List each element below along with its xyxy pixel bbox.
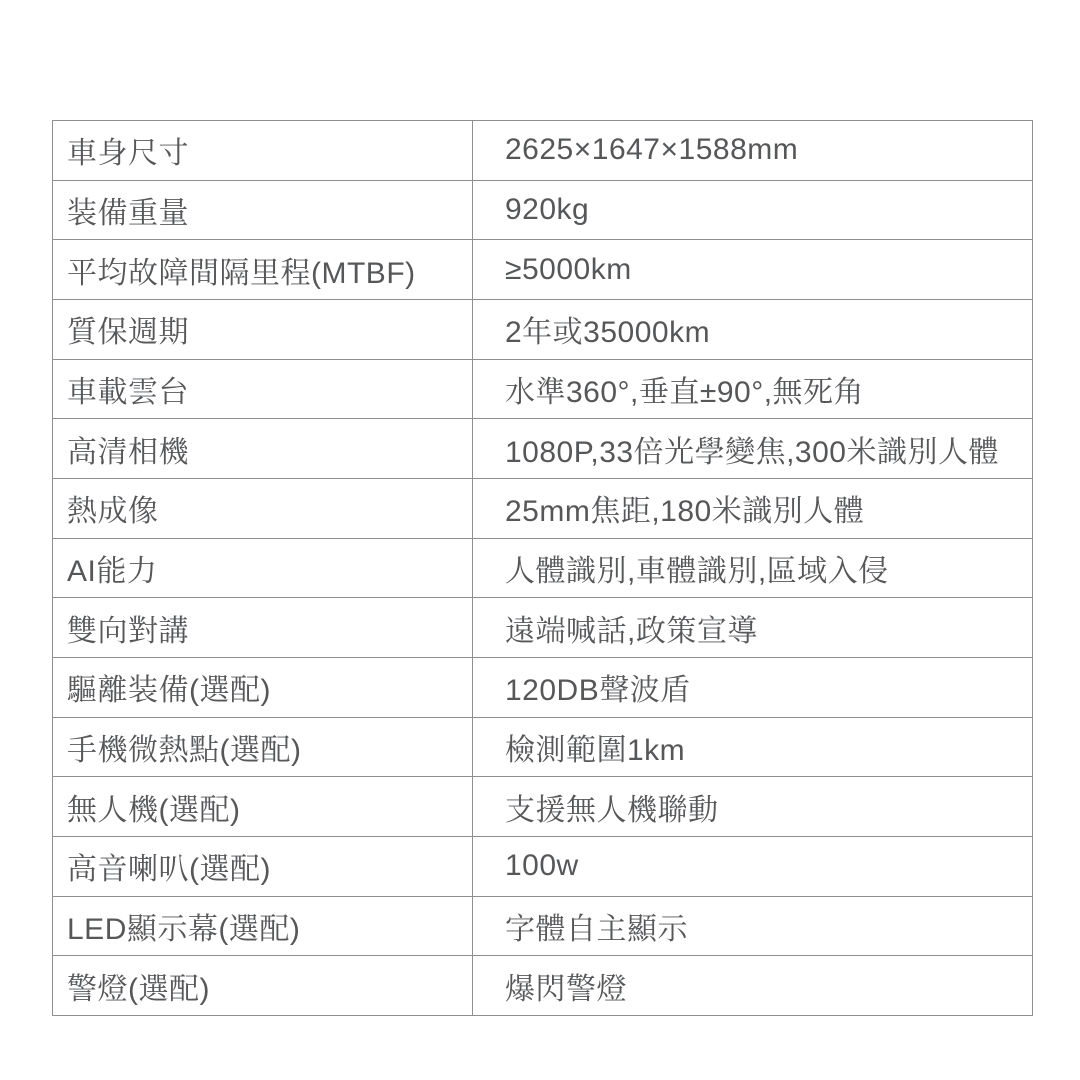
spec-label-cell: 雙向對講 (53, 598, 473, 658)
table-row (53, 777, 1033, 837)
spec-table (52, 120, 1033, 1016)
spec-value-cell: 25mm焦距,180米識別人體 (473, 478, 1033, 538)
table-row (53, 836, 1033, 896)
spec-label-cell: 平均故障間隔里程(MTBF) (53, 240, 473, 300)
table-row (53, 657, 1033, 717)
spec-value-cell: 920kg (473, 180, 1033, 240)
spec-value-cell: 水準360°,垂直±90°,無死角 (473, 359, 1033, 419)
table-row (53, 419, 1033, 479)
table-row (53, 956, 1033, 1016)
spec-value-cell: 爆閃警燈 (473, 956, 1033, 1016)
table-row (53, 598, 1033, 658)
spec-table-body (53, 121, 1033, 1016)
spec-label-cell: 無人機(選配) (53, 777, 473, 837)
table-row (53, 717, 1033, 777)
spec-label-cell: 手機微熱點(選配) (53, 717, 473, 777)
spec-value-cell: 120DB聲波盾 (473, 657, 1033, 717)
table-row (53, 478, 1033, 538)
table-row (53, 896, 1033, 956)
spec-value-cell: 人體識別,車體識別,區域入侵 (473, 538, 1033, 598)
spec-value-cell: 字體自主顯示 (473, 896, 1033, 956)
spec-label-cell: 驅離装備(選配) (53, 657, 473, 717)
spec-value-cell: 2625×1647×1588mm (473, 121, 1033, 181)
spec-value-cell: ≥5000km (473, 240, 1033, 300)
table-row (53, 240, 1033, 300)
spec-label-cell: 装備重量 (53, 180, 473, 240)
spec-label-cell: 車身尺寸 (53, 121, 473, 181)
spec-label-cell: 質保週期 (53, 299, 473, 359)
spec-label-cell: AI能力 (53, 538, 473, 598)
table-row (53, 121, 1033, 181)
spec-label-cell: 高清相機 (53, 419, 473, 479)
spec-label-cell: 熱成像 (53, 478, 473, 538)
table-row (53, 180, 1033, 240)
spec-value-cell: 1080P,33倍光學變焦,300米識別人體 (473, 419, 1033, 479)
spec-value-cell: 支援無人機聯動 (473, 777, 1033, 837)
spec-label-cell: 高音喇叭(選配) (53, 836, 473, 896)
spec-value-cell: 100w (473, 836, 1033, 896)
table-row (53, 299, 1033, 359)
table-row (53, 359, 1033, 419)
spec-label-cell: 警燈(選配) (53, 956, 473, 1016)
spec-label-cell: 車載雲台 (53, 359, 473, 419)
table-row (53, 538, 1033, 598)
spec-label-cell: LED顯示幕(選配) (53, 896, 473, 956)
spec-value-cell: 遠端喊話,政策宣導 (473, 598, 1033, 658)
spec-value-cell: 2年或35000km (473, 299, 1033, 359)
spec-value-cell: 檢測範圍1km (473, 717, 1033, 777)
